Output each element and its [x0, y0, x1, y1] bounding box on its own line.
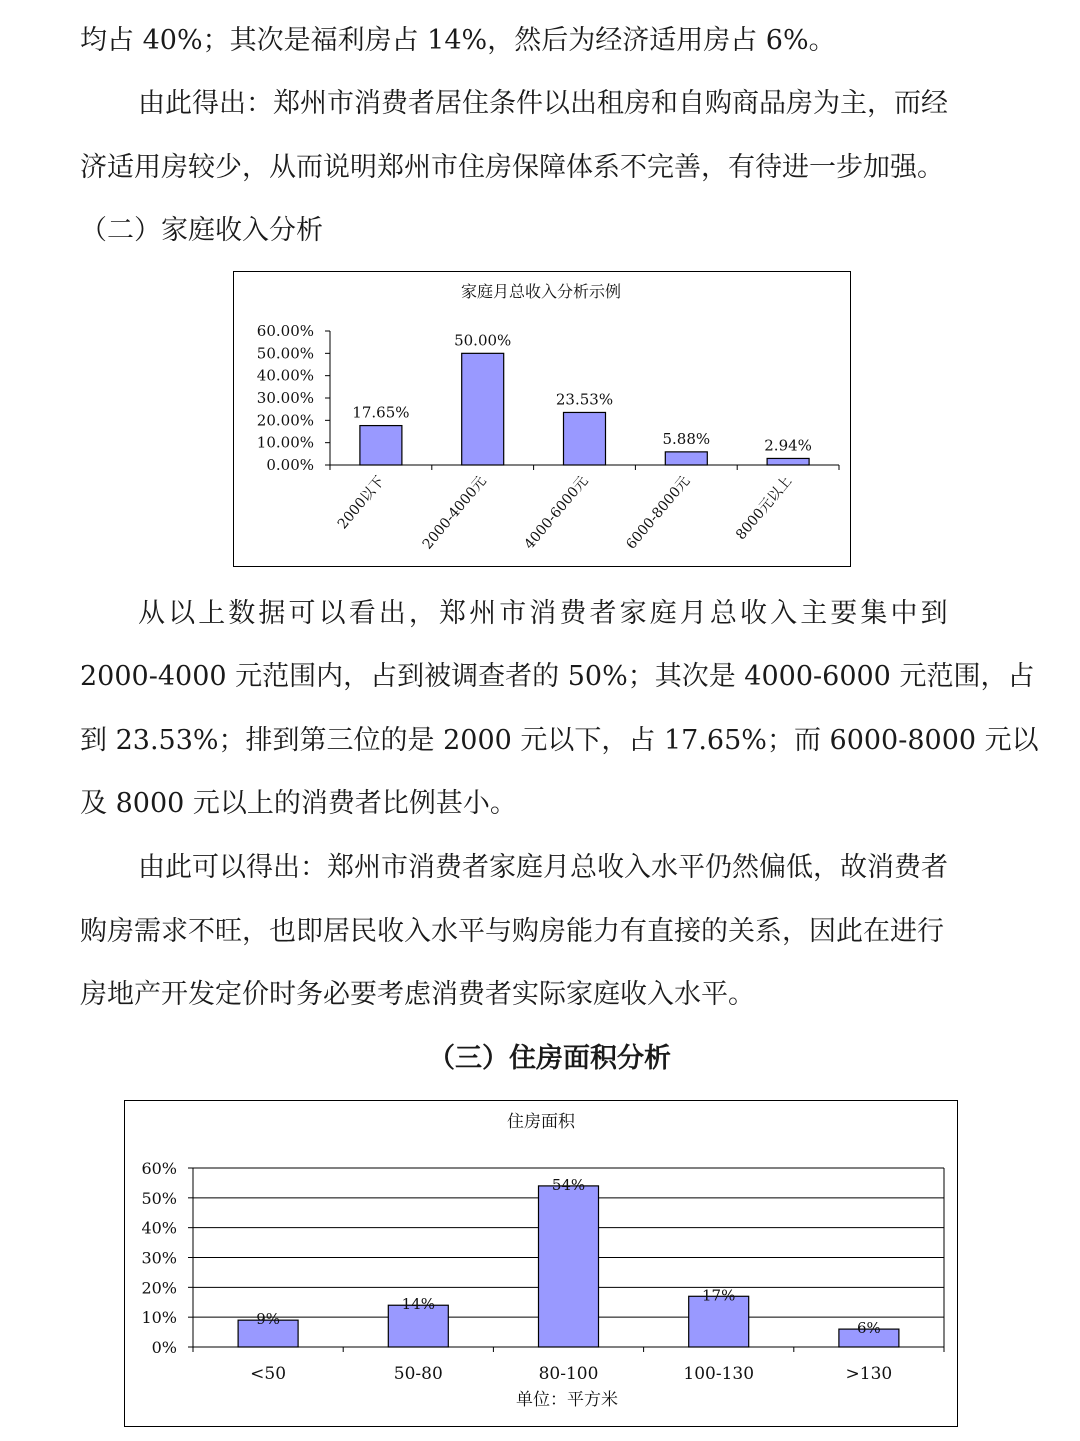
x-tick-label: 6000-8000元	[623, 473, 694, 553]
y-tick-label: 10%	[141, 1308, 177, 1328]
income-chart-title: 家庭月总收入分析示例	[460, 282, 622, 301]
income-chart-frame	[233, 271, 851, 567]
area-chart-title: 住房面积	[507, 1112, 575, 1132]
y-tick-label: 20.00%	[256, 411, 314, 430]
income-para-line-1: 从以上数据可以看出，郑州市消费者家庭月总收入主要集中到	[138, 598, 951, 629]
y-tick-label: 30.00%	[256, 389, 314, 407]
x-tick-label: 2000以下	[334, 473, 388, 533]
income-conclusion-line-2: 购房需求不旺，也即居民收入水平与购房能力有直接的关系，因此在进行	[80, 916, 944, 947]
data-label: 6%	[857, 1319, 881, 1338]
housing-conclusion-line-2: 济适用房较少，从而说明郑州市住房保障体系不完善，有待进一步加强。	[80, 152, 944, 183]
x-tick-label: >130	[845, 1364, 893, 1384]
x-tick-label: 80-100	[538, 1364, 599, 1384]
y-tick-label: 50%	[141, 1188, 177, 1208]
income-para-line-3: 到 23.53%；排到第三位的是 2000 元以下，占 17.65%；而 6000-8000 元以	[80, 725, 1039, 756]
y-tick-label: 60%	[141, 1159, 177, 1178]
x-tick-label: 100-130	[683, 1364, 755, 1384]
data-label: 2.94%	[764, 436, 812, 455]
data-label: 17.65%	[352, 403, 410, 422]
income-conclusion-line-3: 房地产开发定价时务必要考虑消费者实际家庭收入水平。	[80, 979, 755, 1010]
data-label: 14%	[401, 1295, 435, 1314]
bar	[462, 353, 504, 465]
data-label: 23.53%	[555, 390, 614, 409]
heading-area-analysis: （三）住房面积分析	[428, 1043, 671, 1074]
y-tick-label: 50.00%	[256, 344, 314, 363]
area-chart-frame	[124, 1100, 958, 1427]
income-conclusion-line-1: 由此可以得出：郑州市消费者家庭月总收入水平仍然偏低，故消费者	[138, 852, 948, 883]
text-line-top: 均占 40%；其次是福利房占 14%，然后为经济适用房占 6%。	[80, 25, 836, 56]
y-tick-label: 10.00%	[256, 433, 314, 452]
data-label: 50.00%	[454, 331, 512, 350]
income-para-line-4: 及 8000 元以上的消费者比例甚小。	[80, 788, 517, 819]
y-tick-label: 0.00%	[266, 456, 314, 474]
bar	[767, 458, 809, 465]
y-tick-label: 60.00%	[256, 322, 314, 340]
data-label: 54%	[551, 1175, 586, 1194]
x-tick-label: 8000元以上	[733, 473, 796, 544]
area-bar-chart	[125, 1101, 956, 1425]
y-tick-label: 30%	[141, 1248, 177, 1268]
y-tick-label: 0%	[151, 1338, 177, 1357]
income-para-line-2: 2000-4000 元范围内，占到被调查者的 50%；其次是 4000-6000 元范围，占	[80, 661, 1035, 692]
data-label: 9%	[256, 1310, 280, 1329]
bar	[665, 452, 707, 465]
y-tick-label: 40%	[141, 1218, 177, 1238]
y-tick-label: 20%	[141, 1278, 177, 1298]
x-tick-label: <50	[250, 1364, 287, 1384]
area-chart-xlabel: 单位：平方米	[516, 1390, 618, 1410]
housing-conclusion-line-1: 由此得出：郑州市消费者居住条件以出租房和自购商品房为主，而经	[138, 88, 948, 119]
x-tick-label: 2000-4000元	[419, 473, 490, 553]
data-label: 5.88%	[662, 429, 711, 448]
bar	[564, 412, 606, 465]
x-tick-label: 50-80	[393, 1364, 443, 1384]
y-tick-label: 40.00%	[256, 366, 314, 385]
income-bar-chart	[234, 272, 849, 565]
data-label: 17%	[702, 1286, 736, 1305]
heading-income-analysis: （二）家庭收入分析	[80, 215, 323, 246]
x-tick-label: 4000-6000元	[521, 473, 592, 553]
bar	[539, 1186, 599, 1347]
bar	[360, 426, 402, 465]
